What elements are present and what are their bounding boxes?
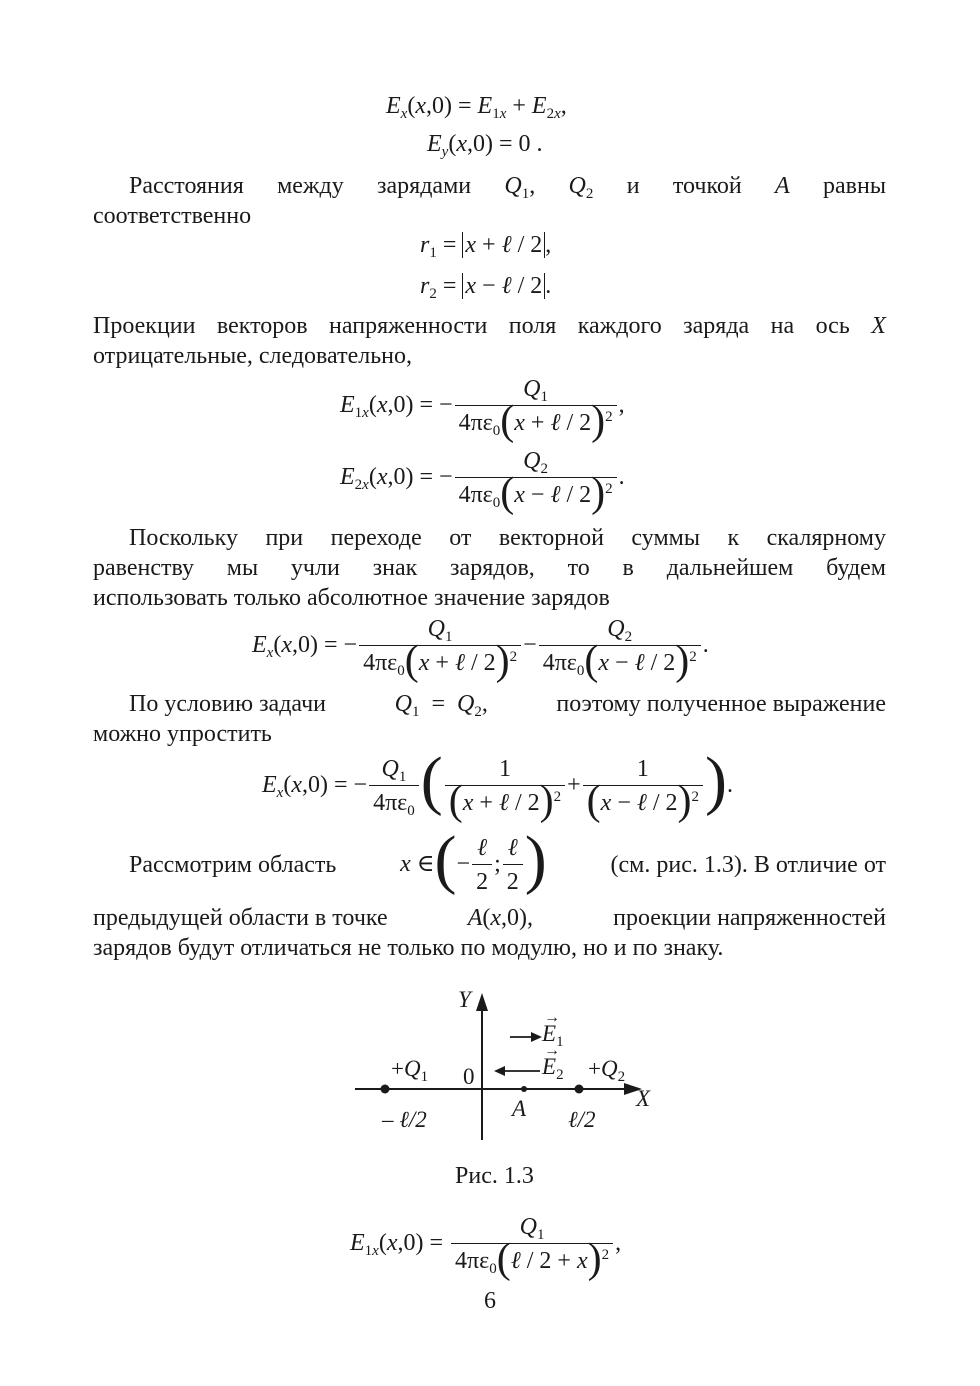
p2-word-5: каждого [577, 313, 662, 339]
label-minus-half-l: – ℓ/2 [382, 1107, 427, 1132]
p2-word-8: ось [815, 313, 850, 339]
p5-line-3: зарядов будут отличаться не только по модулю, но и по знаку. [93, 935, 724, 961]
e2-vector-overline: → [544, 1042, 560, 1059]
p4-equality: $Q_1 = Q_2$, [394, 691, 488, 720]
label-point-a: A [512, 1096, 527, 1121]
p3-line-1: Поскольку при переходе от векторной суммы к скалярному [129, 525, 886, 551]
point-a-dot [521, 1086, 527, 1092]
label-x-axis: X [636, 1086, 651, 1111]
p4-text-a: По условию задачи [129, 691, 327, 717]
p1-word-1: Расстояния [129, 173, 244, 199]
p2-line-2: отрицательные, следовательно, [93, 343, 412, 369]
p3-line-2: равенству мы учли знак зарядов, то в дальнейшем будем [93, 555, 886, 581]
p3-line-3: использовать только абсолютное значение зарядов [93, 585, 610, 611]
figure-caption: Рис. 1.3 [455, 1163, 534, 1189]
p1-q2: $Q_2$ [568, 173, 594, 202]
label-e2-vector: $E_2$ [542, 1054, 564, 1083]
p1-word-2: между [277, 173, 344, 199]
paragraph-projections [93, 311, 886, 371]
equation-e2x: $E_{2x}(x,0)$ = − $\frac{Q_2}{4\pi\varepsilon_0(x - \ell / 2)^2}$ . [340, 448, 625, 516]
label-half-l: ℓ/2 [568, 1107, 596, 1132]
p1-word-5: точкой [672, 173, 742, 199]
p5-interval: x ∈(− $\frac{\text{ℓ}}{2}$ ; $\frac{\text{ℓ}}{2}$ ) [400, 822, 547, 896]
p2-word-2: векторов [216, 313, 308, 339]
p5-point: A(x,0), [467, 905, 534, 931]
equation-ex-simplified: $E_x(x,0)$ = − $\frac{Q_1}{4\pi\varepsilon_0}$ ( $\frac{1}{(x + \ell / 2)^2}$ + $\frac{1}{(x - \ell / 2)^2}$ ). [262, 744, 734, 824]
p1-line-2: соответственно [93, 203, 252, 229]
paragraph-region [93, 822, 886, 963]
p4-text-b: поэтому полученное выражение [556, 691, 886, 717]
equation-ey-zero: $E_y(x,0) = 0$ . [427, 131, 543, 160]
label-y-axis: Y [458, 987, 471, 1012]
p1-word-3: зарядами [377, 173, 472, 199]
y-axis-arrow [476, 993, 488, 1011]
p2-word-7: на [770, 313, 795, 339]
equation-r1: $r_1 = x$ + ℓ / 2 , [420, 232, 552, 261]
equation-e1x: $E_{1x}(x,0)$ = − $\frac{Q_1}{4\pi\varepsilon_0(x + \ell / 2)^2}$ , [340, 376, 625, 444]
equation-ex-sum: $E_x(x,0) = E_{1x} + E_{2x}$, [386, 93, 567, 122]
label-origin: 0 [463, 1064, 475, 1089]
paragraph-condition [93, 689, 886, 749]
p5-text-a: Рассмотрим область [129, 852, 337, 878]
p1-point-a: A [775, 173, 790, 199]
label-charge-q1: $+Q_1$ [391, 1056, 429, 1085]
figure-1-3 [350, 985, 670, 1150]
p2-word-6: заряда [683, 313, 750, 339]
equation-r2: $r_2 = x$ − ℓ / 2 . [420, 273, 552, 302]
p5-text-d: проекции напряженностей [613, 905, 886, 931]
paragraph-distances [93, 171, 886, 231]
charge-q2-dot [575, 1085, 584, 1094]
page-number: 6 [484, 1288, 496, 1314]
p5-text-b: (см. рис. 1.3). В отличие от [610, 852, 886, 878]
p1-q1: $Q_1$, [504, 173, 536, 202]
e2-vector-arrow [494, 1066, 505, 1076]
e1-vector-arrow [531, 1032, 542, 1042]
equation-ex-combined: $E_x(x,0)$ = − $\frac{Q_1}{4\pi\varepsilon_0(x + \ell / 2)^2}$ − $\frac{Q_2}{4\pi\varepsilon_0(x - \ell / 2)^2}$ . [252, 616, 709, 684]
p2-word-1: Проекции [93, 313, 196, 339]
p2-axis-x: X [871, 313, 886, 339]
paragraph-scalar [93, 523, 886, 613]
e1-vector-overline: → [544, 1009, 560, 1026]
p1-word-6: равны [823, 173, 886, 199]
p2-word-4: поля [508, 313, 557, 339]
p4-line-2: можно упростить [93, 721, 272, 747]
p5-text-c: предыдущей области в точке [93, 905, 388, 931]
charge-q1-dot [381, 1085, 390, 1094]
p1-word-4: и [626, 173, 640, 199]
label-e1-vector: $E_1$ [542, 1021, 564, 1050]
p2-word-3: напряженности [329, 313, 488, 339]
label-charge-q2: $+Q_2$ [588, 1056, 626, 1085]
equation-e1x-region: $E_{1x}(x,0)$ = $\frac{Q_1}{4\pi\varepsilon_0(\ell / 2 + x)^2}$ , [350, 1214, 622, 1282]
